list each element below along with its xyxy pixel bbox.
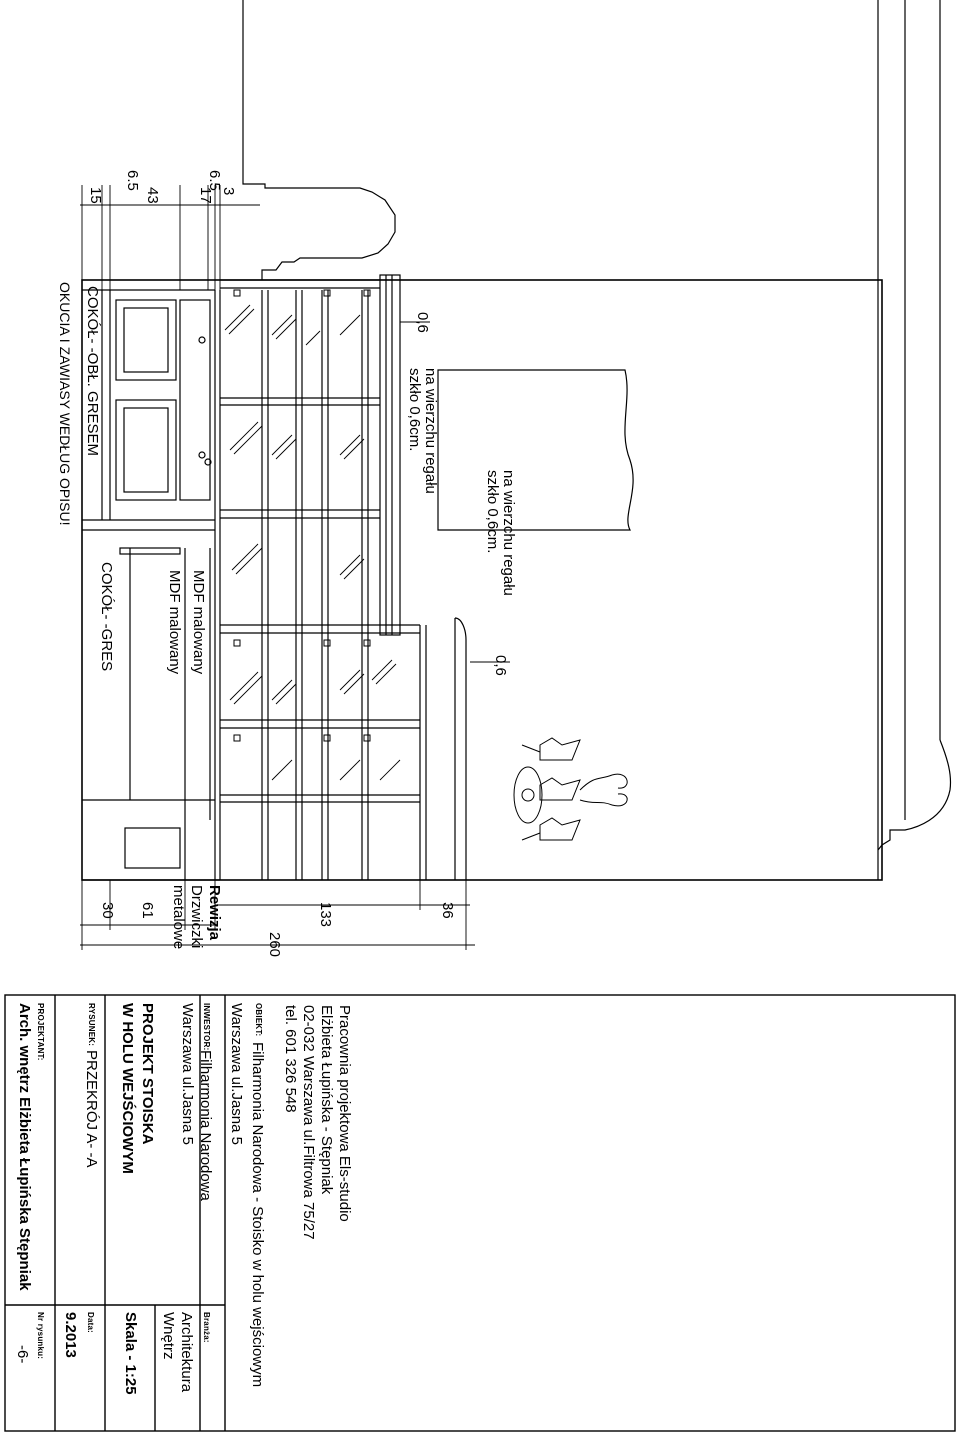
date-value: 9.2013 — [62, 1312, 79, 1358]
sheet-label: Nr rysunku: — [36, 1312, 45, 1360]
designer-label: PROJEKTANT: — [36, 1003, 45, 1061]
fittings-note: OKUCIA I ZAWIASY WEDŁUG OPISU! — [57, 282, 73, 526]
inspection-line2: metalowe — [170, 885, 187, 950]
investor-address: Warszawa ul.Jasna 5 — [179, 1003, 196, 1146]
thickness-upper: 0,6 — [414, 312, 431, 333]
date-label: Data: — [86, 1312, 95, 1334]
mdf-label-2: MDF malowany — [166, 570, 183, 675]
wall-outline — [243, 0, 395, 280]
dim-61: 61 — [139, 902, 156, 919]
branch-line1: Architektura — [178, 1312, 195, 1393]
mdf-label-1: MDF malowany — [190, 570, 207, 675]
glass-lower-line1: na wierzchu regału — [500, 470, 517, 596]
object-label: OBIEKT: — [254, 1003, 263, 1037]
studio-line1: Pracownia projektowa Els-studio — [336, 1005, 353, 1222]
dim-17: 17 — [197, 187, 214, 204]
investor-label: INWESTOR: — [202, 1003, 211, 1051]
wall-sconce — [514, 738, 627, 840]
project-line2: W HOLU WEJŚCIOWYM — [119, 1003, 136, 1174]
object-address: Warszawa ul.Jasna 5 — [228, 1003, 245, 1146]
glass-lower-line2: szkło 0,6cm. — [484, 470, 501, 554]
sheet-value: -6- — [14, 1345, 31, 1364]
studio-line3: 02-032 Warszawa ul.Filtrowa 75/27 — [300, 1005, 317, 1240]
thickness-lower: 0,6 — [492, 655, 509, 676]
plinth-label-upper: COKÓŁ- -OBŁ. GRESEM — [84, 286, 101, 457]
glass-upper-line1: na wierzchu regału — [422, 368, 439, 494]
dim-36: 36 — [439, 902, 456, 919]
dim-3: 3 — [220, 187, 237, 196]
drawing-value: PRZEKRÓJ A- -A — [83, 1050, 100, 1168]
dim-6-5-left: 6.5 — [124, 170, 141, 191]
investor-value: Filharmonia Narodowa — [197, 1050, 214, 1201]
plinth-label-lower: COKÓŁ- -GRES — [98, 562, 115, 672]
object-value: Filharmonia Narodowa - Stoisko w holu wejściowym — [249, 1042, 266, 1388]
branch-line2: Wnętrz — [160, 1312, 177, 1360]
branch-label: Branża: — [202, 1312, 211, 1343]
dim-30: 30 — [99, 902, 116, 919]
dim-43: 43 — [144, 187, 161, 204]
inspection-line1: Drzwiczki — [188, 885, 205, 949]
designer-value: Arch. wnętrz Elżbieta Łupińska Stępniak — [16, 1003, 33, 1291]
dim-6-5-right: 6.5 — [206, 170, 223, 191]
scale: Skala - 1:25 — [122, 1312, 139, 1395]
studio-line4: tel. 601 326 548 — [282, 1005, 299, 1113]
dim-133: 133 — [317, 902, 334, 928]
studio-line2: Elżbieta Łupińska - Stępniak — [318, 1005, 335, 1195]
dim-260: 260 — [266, 932, 283, 958]
inspection-title: Rewizja — [206, 885, 223, 941]
project-line1: PROJEKT STOISKA — [139, 1003, 156, 1145]
drawing-label: RYSUNEK: — [87, 1003, 96, 1047]
dim-15: 15 — [87, 187, 104, 204]
glass-upper-line2: szkło 0,6cm. — [406, 368, 423, 452]
